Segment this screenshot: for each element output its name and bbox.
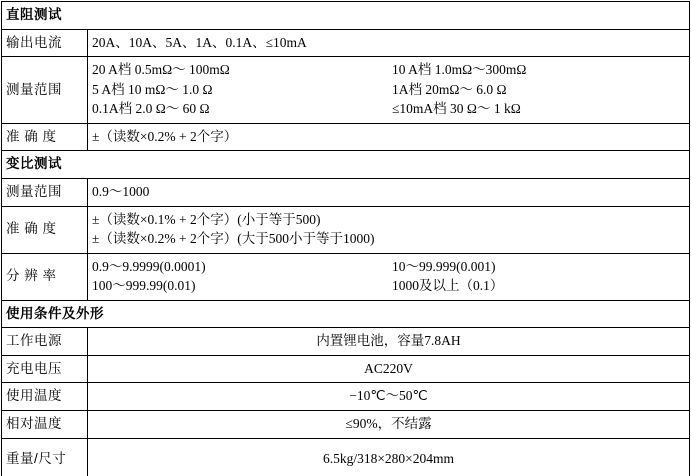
resolution-left: 0.9～9.9999(0.0001) [92, 258, 206, 274]
section-title-dc-resistance: 直阻测试 [2, 2, 690, 30]
range-left: 5 A档 10 mΩ～ 1.0 Ω [92, 81, 213, 97]
section-header-conditions [2, 300, 690, 328]
resolution-row [92, 257, 685, 277]
row-label-measure-range-dc: 测量范围 [2, 57, 88, 124]
row-label-measure-range-ratio: 测量范围 [2, 178, 88, 206]
row-label-humidity: 相对温度 [2, 411, 88, 439]
table-row [2, 206, 690, 253]
row-value-charge-voltage: AC220V [88, 355, 690, 383]
accuracy-line: ±（读数×0.2% + 2个字）(大于500小于等于1000) [92, 231, 375, 247]
resolution-left: 100～999.99(0.01) [92, 278, 196, 294]
row-label-work-temp: 使用温度 [2, 383, 88, 411]
section-header-dc-resistance [2, 2, 690, 30]
table-row [2, 328, 690, 356]
row-value-weight-size: 6.5kg/318×280×204mm [88, 438, 690, 476]
row-value-humidity: ≤90%，不结露 [88, 411, 690, 439]
row-value-power-supply: 内置锂电池，容量7.8AH [88, 328, 690, 356]
table-row [2, 57, 690, 124]
section-header-ratio [2, 151, 690, 179]
table-row [2, 29, 690, 57]
row-label-power-supply: 工作电源 [2, 328, 88, 356]
range-row [92, 60, 685, 80]
range-left: 20 A档 0.5mΩ～ 100mΩ [92, 62, 230, 78]
row-value-accuracy-dc: ±（读数×0.2% + 2个字） [88, 123, 690, 151]
table-row [2, 355, 690, 383]
range-left: 0.1A档 2.0 Ω～ 60 Ω [92, 101, 210, 117]
table-row [2, 438, 690, 476]
range-right: ≤10mA档 30 Ω～ 1 kΩ [392, 101, 521, 117]
row-label-accuracy-ratio: 准 确 度 [2, 206, 88, 253]
table-row [2, 411, 690, 439]
row-label-resolution: 分 辨 率 [2, 253, 88, 300]
row-label-accuracy-dc: 准 确 度 [2, 123, 88, 151]
row-label-output-current: 输出电流 [2, 29, 88, 57]
row-value-output-current: 20A、10A、5A、1A、0.1A、≤10mA [88, 29, 690, 57]
table-row [2, 253, 690, 300]
row-value-accuracy-ratio [88, 206, 690, 253]
specification-table [1, 1, 690, 476]
table-row [2, 383, 690, 411]
row-value-measure-range-ratio: 0.9～1000 [88, 178, 690, 206]
section-title-ratio: 变比测试 [2, 151, 690, 179]
accuracy-line: ±（读数×0.1% + 2个字）(小于等于500) [92, 211, 321, 227]
resolution-row [92, 276, 685, 296]
table-row [2, 123, 690, 151]
row-label-weight-size: 重量/尺寸 [2, 438, 88, 476]
row-value-measure-range-dc [88, 57, 690, 124]
section-title-conditions: 使用条件及外形 [2, 300, 690, 328]
row-value-resolution [88, 253, 690, 300]
table-row [2, 178, 690, 206]
row-value-work-temp: −10℃～50℃ [88, 383, 690, 411]
row-label-charge-voltage: 充电电压 [2, 355, 88, 383]
range-row [92, 80, 685, 100]
resolution-right: 10～99.999(0.001) [392, 258, 496, 274]
range-row [92, 99, 685, 119]
resolution-right: 1000及以上（0.1） [392, 278, 504, 294]
range-right: 10 A档 1.0mΩ～300mΩ [392, 62, 527, 78]
range-right: 1A档 20mΩ～ 6.0 Ω [392, 81, 507, 97]
